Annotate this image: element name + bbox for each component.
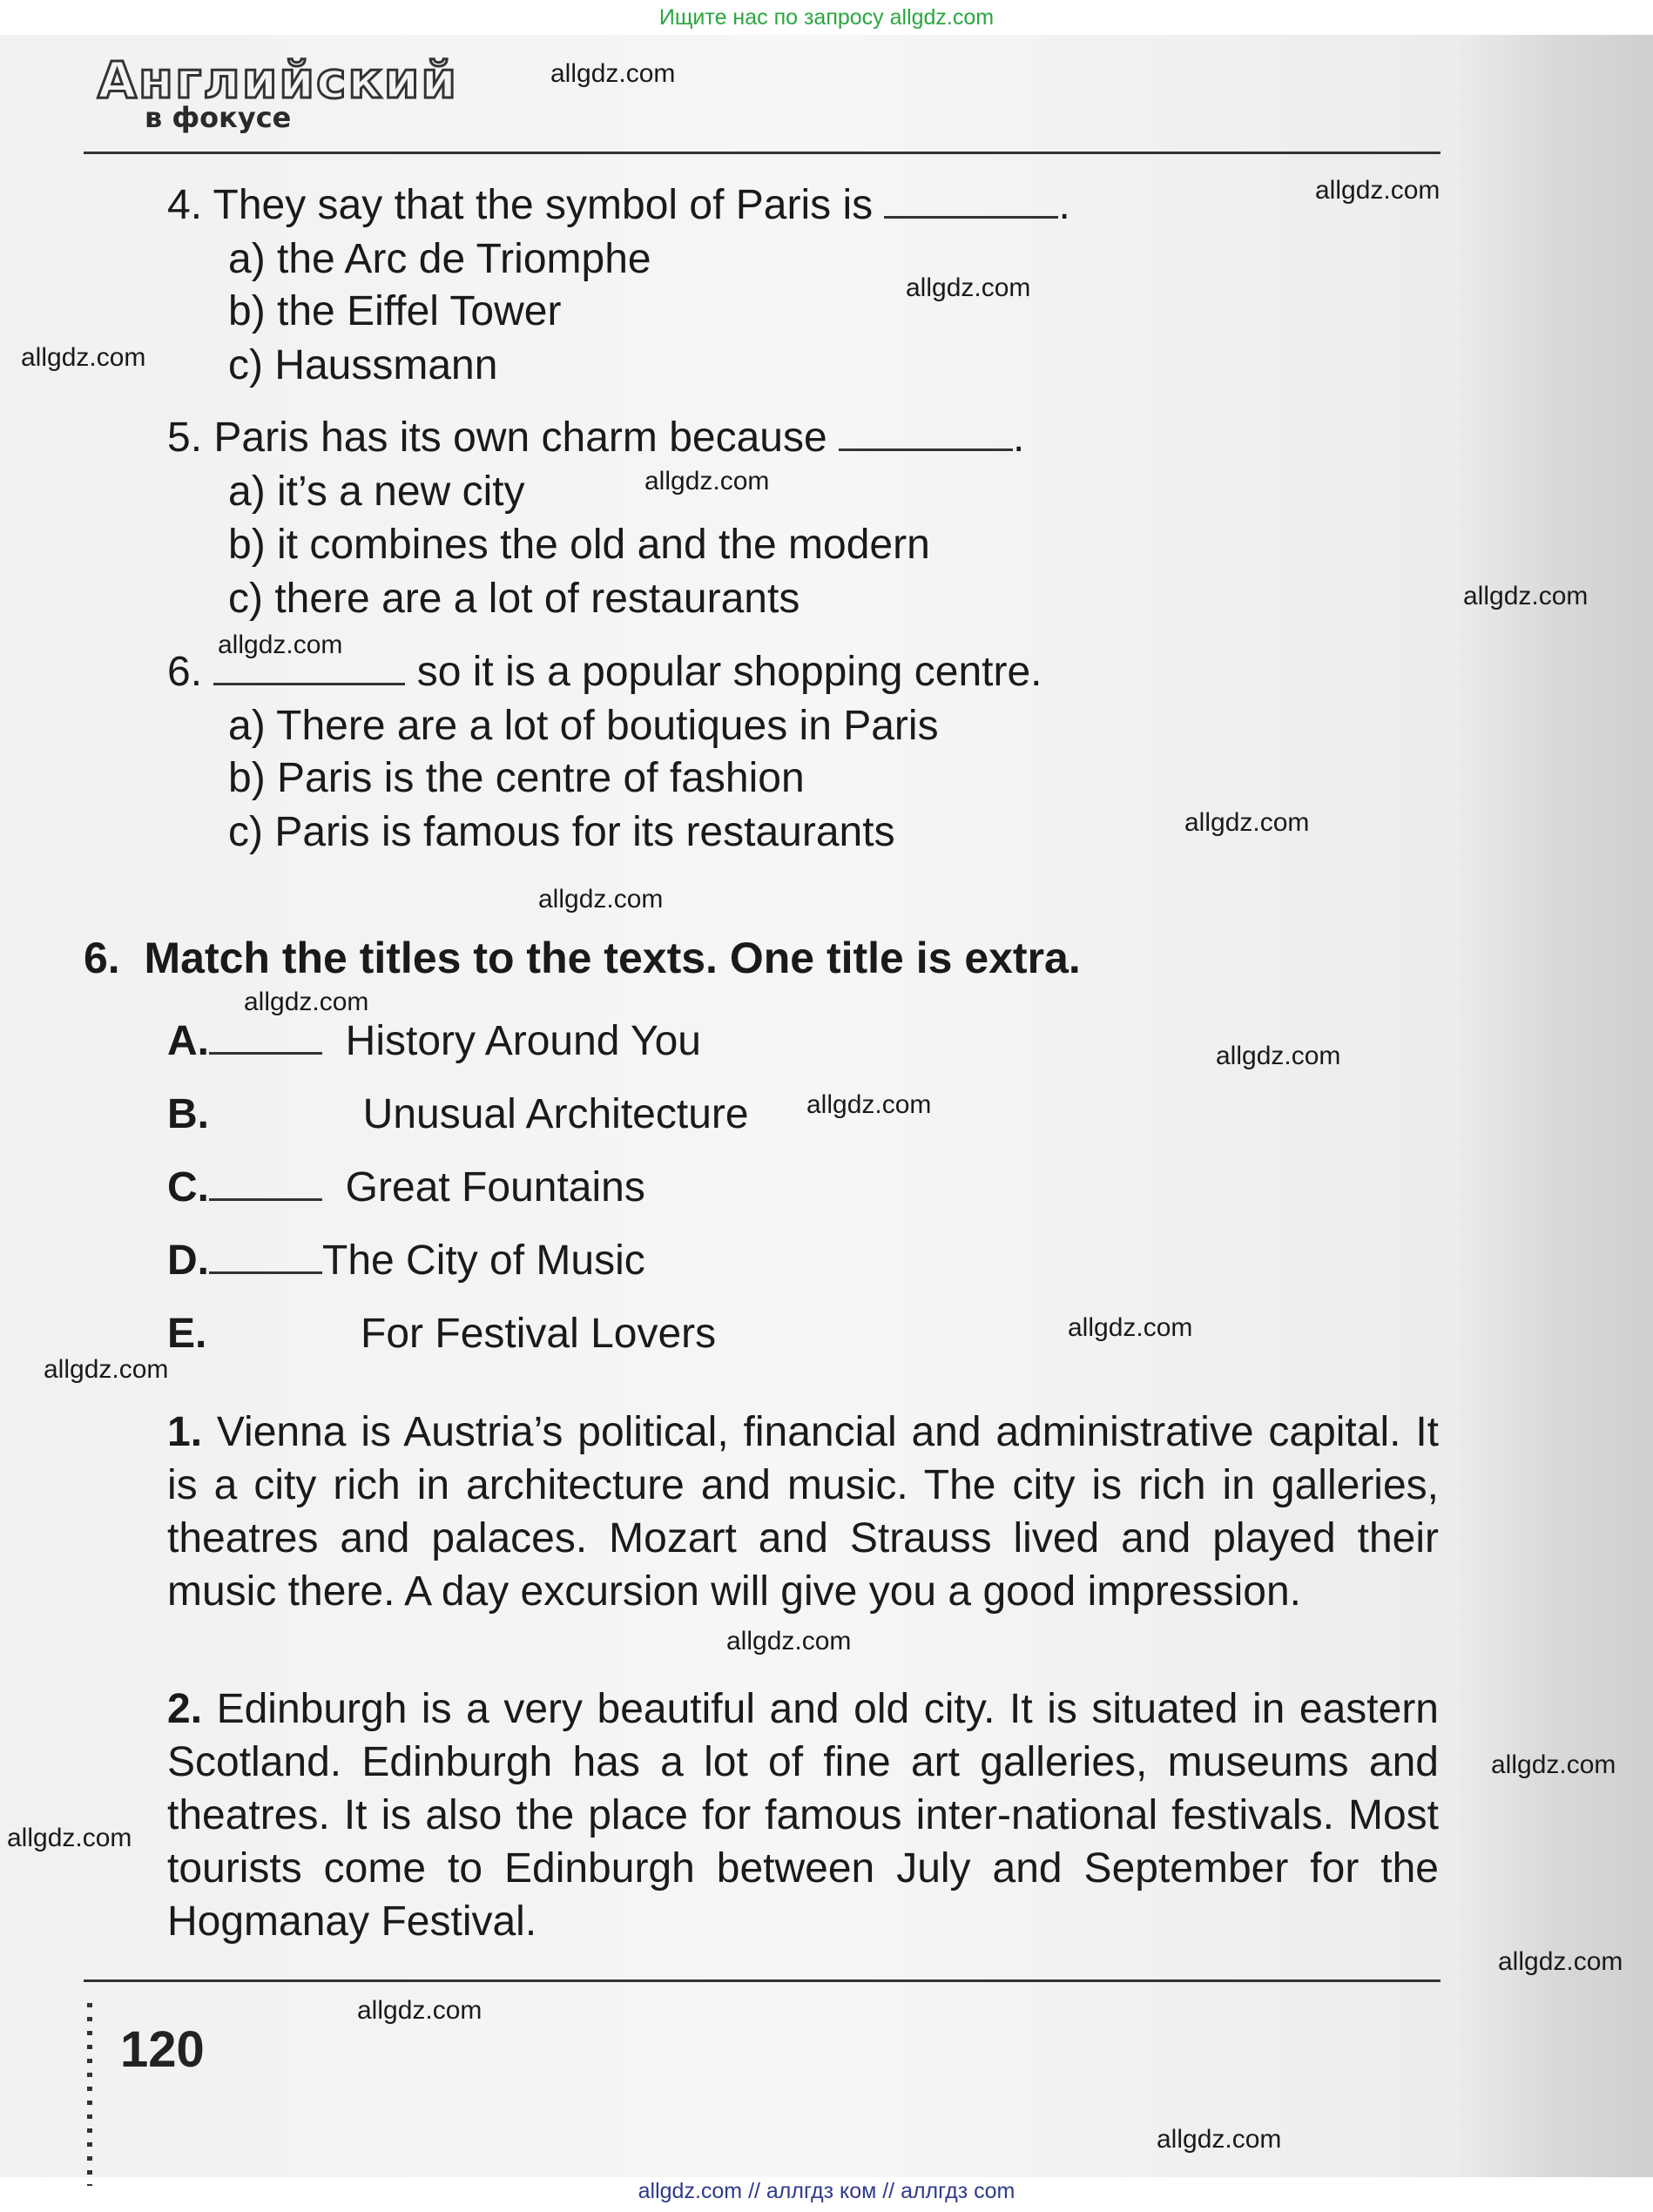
- answer-blank[interactable]: [884, 181, 1058, 219]
- watermark: allgdz.com: [21, 343, 146, 372]
- exercise-heading: 6. Match the titles to the texts. One title is extra.: [84, 934, 1081, 982]
- question-5-stem: 5. Paris has its own charm because .: [167, 415, 1025, 461]
- watermark: allgdz.com: [44, 1355, 169, 1384]
- watermark: allgdz.com: [218, 631, 343, 659]
- watermark: allgdz.com: [1491, 1750, 1616, 1779]
- watermark: allgdz.com: [244, 988, 369, 1016]
- question-4-option-a: a) the Arc de Triomphe: [228, 236, 651, 282]
- page-number: 120: [120, 2021, 205, 2078]
- logo-title: Английский: [98, 51, 459, 110]
- book-logo: [98, 51, 459, 138]
- question-5-option-a: a) it’s a new city: [228, 469, 525, 515]
- top-banner[interactable]: Ищите нас по запросу allgdz.com: [658, 5, 995, 30]
- header-rule: [84, 152, 1440, 154]
- watermark: allgdz.com: [644, 467, 770, 496]
- question-6-option-b: b) Paris is the centre of fashion: [228, 755, 805, 801]
- bottom-banner[interactable]: allgdz.com // аллгдз ком // аллгдз com: [638, 2179, 1015, 2203]
- question-4-option-b: b) the Eiffel Tower: [228, 288, 562, 334]
- question-5-option-c: c) there are a lot of restaurants: [228, 576, 800, 622]
- question-6-option-c: c) Paris is famous for its restaurants: [228, 809, 895, 855]
- text-2: 2. Edinburgh is a very beautiful and old city. It is situated in eastern Scotland. Edinburgh has a lot of fine art galleries, museums and theatres. It is also the place for famous inter-national festivals. Most tourists come to Edinburgh between July and September for the Hogmanay Festival.: [167, 1686, 1439, 1945]
- watermark: allgdz.com: [7, 1824, 132, 1852]
- watermark: allgdz.com: [1463, 582, 1589, 610]
- title-c-blank[interactable]: [209, 1163, 322, 1201]
- watermark: allgdz.com: [726, 1627, 852, 1656]
- question-4-option-c: c) Haussmann: [228, 342, 498, 388]
- watermark: allgdz.com: [806, 1090, 932, 1119]
- footer-rule: [84, 1979, 1440, 1982]
- answer-blank[interactable]: [839, 414, 1013, 451]
- watermark: allgdz.com: [1068, 1313, 1193, 1342]
- title-a-blank[interactable]: [209, 1017, 322, 1055]
- watermark: allgdz.com: [906, 273, 1031, 302]
- text-1: 1. Vienna is Austria’s political, financial and administrative capital. It is a city rich in architecture and music. The city is rich in galleries, theatres and palaces. Mozart and Strauss lived and played their music there. A day excursion will give you a good impression.: [167, 1409, 1439, 1615]
- question-5-option-b: b) it combines the old and the modern: [228, 522, 930, 568]
- watermark: allgdz.com: [1216, 1042, 1341, 1070]
- title-e-blank[interactable]: [206, 1310, 337, 1347]
- title-d: D. The City of Music: [167, 1238, 645, 1284]
- watermark: allgdz.com: [1184, 808, 1310, 837]
- watermark: allgdz.com: [1157, 2125, 1282, 2154]
- question-4-stem: 4. They say that the symbol of Paris is .: [167, 182, 1070, 228]
- watermark: allgdz.com: [550, 59, 676, 88]
- watermark: allgdz.com: [1315, 176, 1440, 205]
- margin-dots: [87, 2003, 92, 2186]
- watermark: allgdz.com: [1498, 1947, 1623, 1976]
- title-a: A. History Around You: [167, 1018, 701, 1064]
- title-d-blank[interactable]: [209, 1237, 322, 1274]
- title-b-blank[interactable]: [209, 1090, 340, 1128]
- watermark: allgdz.com: [357, 1996, 482, 2025]
- title-e: E. For Festival Lovers: [167, 1311, 717, 1357]
- title-b: B. Unusual Architecture: [167, 1091, 749, 1137]
- watermark: allgdz.com: [538, 885, 664, 914]
- logo-subtitle: в фокусе: [145, 101, 292, 134]
- title-c: C. Great Fountains: [167, 1164, 645, 1211]
- question-6-option-a: a) There are a lot of boutiques in Paris: [228, 703, 939, 749]
- question-6-stem: 6. so it is a popular shopping centre.: [167, 649, 1042, 695]
